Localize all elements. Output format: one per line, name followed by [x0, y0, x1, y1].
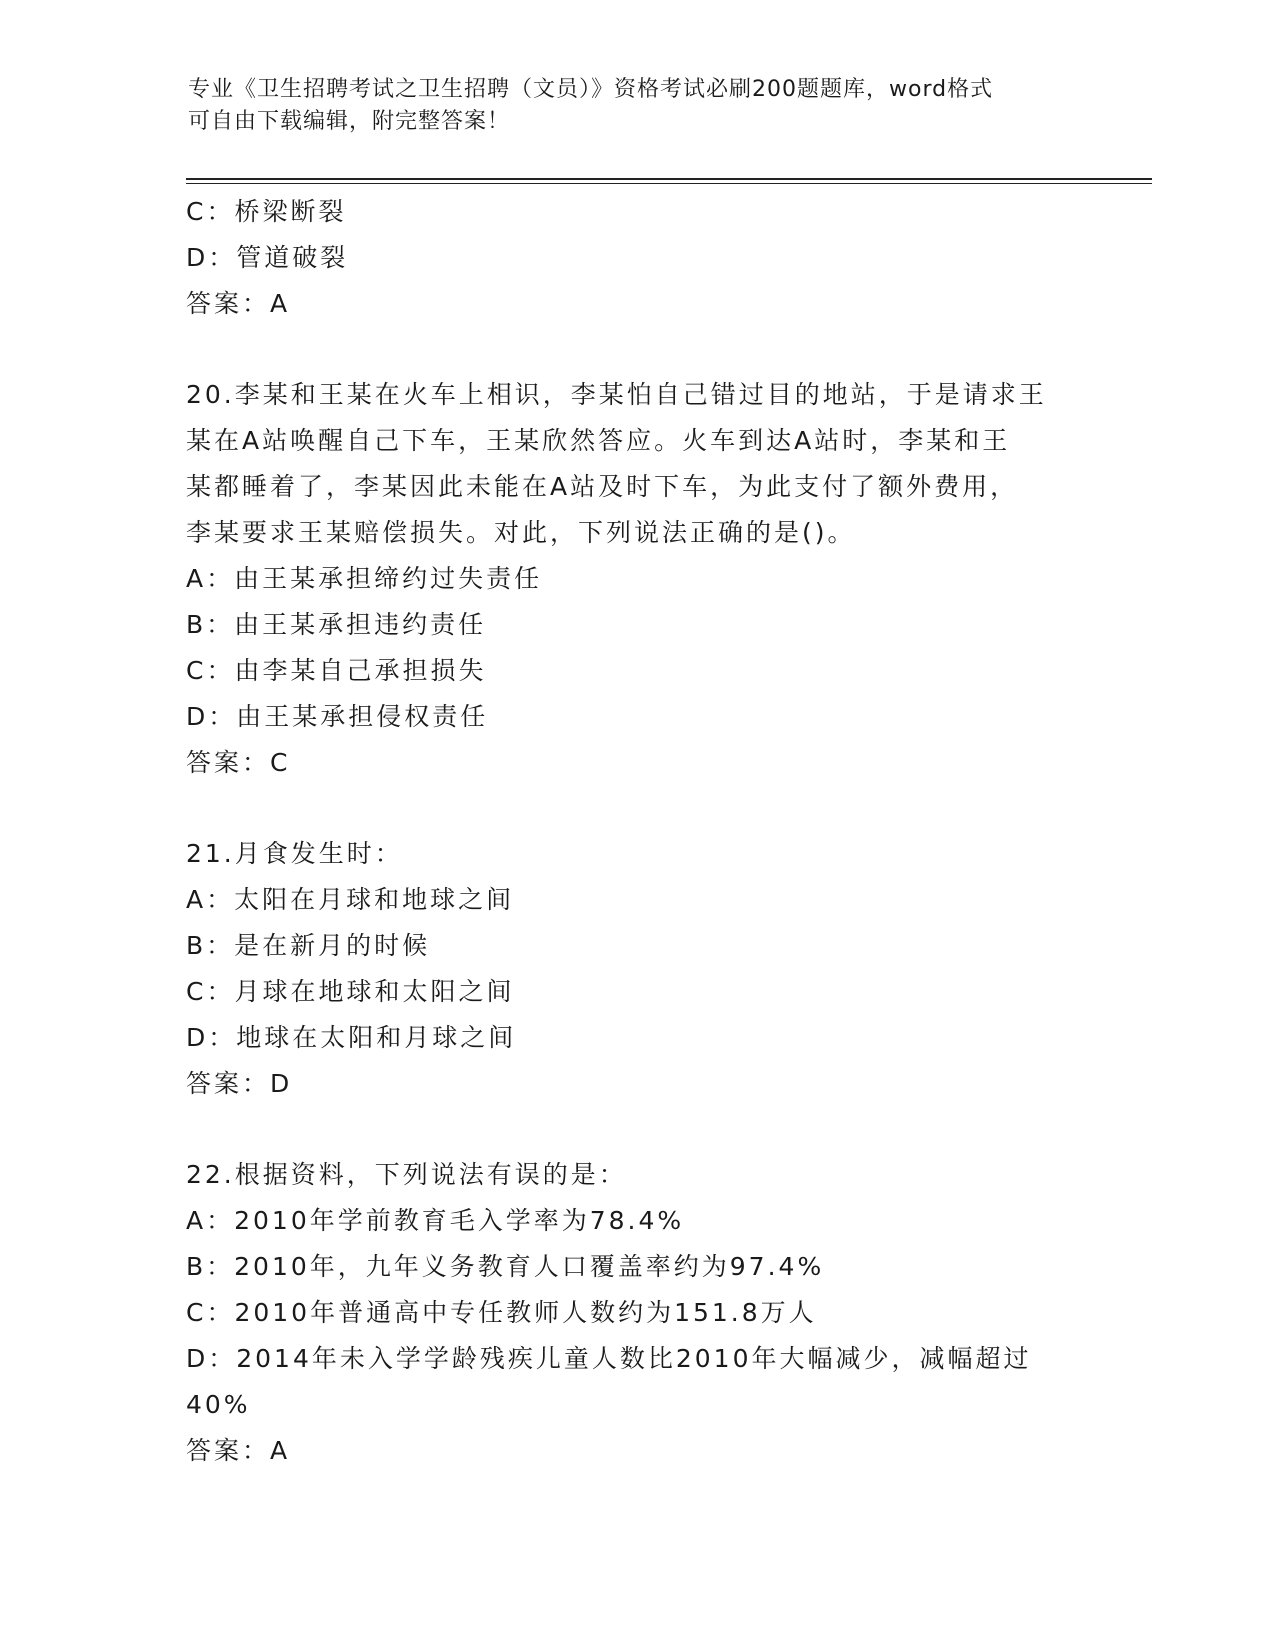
header-line-2: 可自由下载编辑，附完整答案！	[188, 109, 511, 134]
answer-line: 答案：A	[186, 1436, 291, 1465]
question-stem-line: 20.李某和王某在火车上相识，李某怕自己错过目的地站，于是请求王	[186, 380, 1047, 409]
spacer	[186, 327, 1086, 372]
option-d: D：管道破裂	[186, 243, 349, 272]
document-body	[186, 189, 1086, 1474]
option-b: B：2010年，九年义务教育人口覆盖率约为97.4%	[186, 1252, 825, 1281]
question-stem: 22.根据资料，下列说法有误的是：	[186, 1160, 627, 1189]
question-stem-line: 某在A站唤醒自己下车，王某欣然答应。火车到达A站时，李某和王	[186, 426, 1011, 455]
option-c: C：由李某自己承担损失	[186, 656, 487, 685]
answer-line: 答案：C	[186, 748, 291, 777]
spacer	[186, 1107, 1086, 1152]
option-d: D：地球在太阳和月球之间	[186, 1023, 517, 1052]
option-c: C：月球在地球和太阳之间	[186, 977, 515, 1006]
spacer	[186, 786, 1086, 831]
option-c: C：桥梁断裂	[186, 197, 347, 226]
option-c: C：2010年普通高中专任教师人数约为151.8万人	[186, 1298, 817, 1327]
answer-line: 答案：A	[186, 289, 291, 318]
question-stem: 21.月食发生时：	[186, 839, 403, 868]
option-b: B：是在新月的时候	[186, 931, 431, 960]
option-b: B：由王某承担违约责任	[186, 610, 487, 639]
option-a: A：太阳在月球和地球之间	[186, 885, 515, 914]
question-block-21	[186, 831, 1086, 1107]
option-d-line-1: D：2014年未入学学龄残疾儿童人数比2010年大幅减少，减幅超过	[186, 1344, 1032, 1373]
question-block-20	[186, 372, 1086, 786]
question-stem-line: 李某要求王某赔偿损失。对此，下列说法正确的是()。	[186, 518, 856, 547]
answer-line: 答案：D	[186, 1069, 293, 1098]
header-divider-thick	[186, 178, 1152, 180]
option-a: A：由王某承担缔约过失责任	[186, 564, 543, 593]
question-block-previous	[186, 189, 1086, 327]
document-header	[188, 74, 1068, 138]
header-line-1: 专业《卫生招聘考试之卫生招聘（文员）》资格考试必刷200题题库，word格式	[188, 77, 994, 102]
option-d: D：由王某承担侵权责任	[186, 702, 489, 731]
question-block-22	[186, 1152, 1086, 1474]
option-a: A：2010年学前教育毛入学率为78.4%	[186, 1206, 685, 1235]
question-stem-line: 某都睡着了，李某因此未能在A站及时下车，为此支付了额外费用，	[186, 472, 1019, 501]
option-d-line-2: 40%	[186, 1390, 251, 1419]
header-divider-thin	[186, 183, 1152, 184]
